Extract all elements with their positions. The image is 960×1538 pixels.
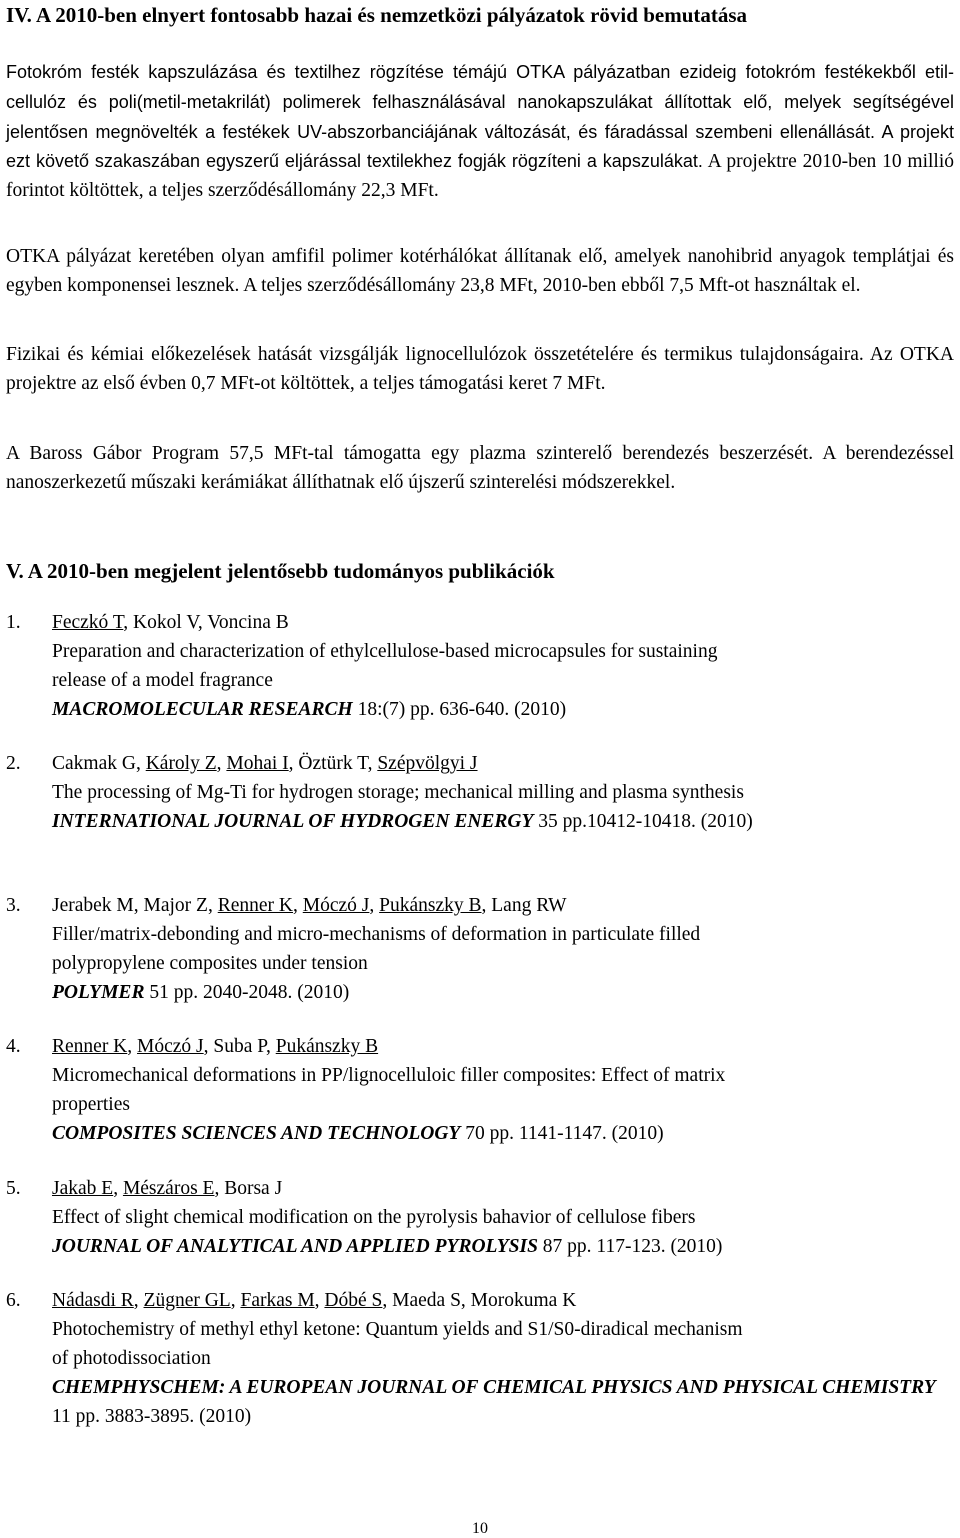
journal-name: CHEMPHYSCHEM: A EUROPEAN JOURNAL OF CHEMICAL PHYSICS AND PHYSICAL CHEMISTRY: [52, 1377, 936, 1398]
author-name: Károly Z: [145, 753, 217, 774]
author-separator: ,: [216, 753, 227, 774]
author-separator: ,: [113, 1178, 123, 1199]
publication-body: [52, 749, 952, 836]
publication-title: of photodissociation: [52, 1348, 211, 1369]
paragraph-text: A teljes szerződésállomány 23,8 MFt, 2010-ben ebből 7,5 Mft-ot használtak el.: [239, 274, 861, 296]
journal-name: POLYMER: [52, 982, 145, 1003]
journal-details: 35 pp.10412-10418. (2010): [533, 811, 753, 832]
paragraph-text: Fizikai és kémiai előkezelések hatását vizsgálják lignocellulózok összetételére és termikus tulajdonságaira.: [6, 344, 864, 365]
publication-body: [52, 1174, 952, 1261]
publication-title: Photochemistry of methyl ethyl ketone: Quantum yields and S1/S0-diradical mechanism: [52, 1319, 743, 1340]
author-name: Maeda S: [392, 1290, 461, 1311]
author-separator: ,: [481, 895, 492, 916]
author-name: Borsa J: [224, 1178, 283, 1199]
publication-number: 3.: [6, 895, 21, 916]
author-name: Lang RW: [491, 895, 567, 916]
publication-title: Preparation and characterization of ethylcellulose-based microcapsules for sustaining: [52, 641, 718, 662]
author-separator: ,: [133, 1290, 144, 1311]
publication-number: 1.: [6, 612, 21, 633]
journal-line: [52, 978, 952, 1007]
publication-title: Effect of slight chemical modification on the pyrolysis bahavior of cellulose fibers: [52, 1207, 696, 1228]
journal-details: 11 pp. 3883-3895. (2010): [52, 1406, 252, 1427]
paragraph: [6, 243, 954, 301]
author-name: Feczkó T: [52, 612, 124, 633]
author-name: Renner K: [52, 1036, 128, 1057]
author-separator: ,: [133, 895, 144, 916]
author-name: Mohai I: [226, 753, 289, 774]
author-separator: ,: [369, 895, 380, 916]
author-list: [52, 749, 952, 778]
author-separator: ,: [214, 1178, 225, 1199]
paragraph: [6, 58, 954, 206]
author-name: Szépvölgyi J: [377, 753, 478, 774]
author-list: [52, 608, 952, 637]
author-separator: ,: [314, 1290, 325, 1311]
publication-body: [52, 1032, 952, 1148]
author-name: Pukánszky B: [379, 895, 482, 916]
author-name: Nádasdi R: [52, 1290, 134, 1311]
paragraph-text: A projekt ezt követő szakaszában egyszerű eljárással textilekhez fogják rögzíteni a kapszulákat.: [6, 121, 954, 172]
publication-number: 2.: [6, 753, 21, 774]
author-separator: ,: [207, 895, 218, 916]
journal-name: MACROMOLECULAR RESEARCH: [52, 699, 353, 720]
paragraph-text: Fotokróm festék kapszulázása és textilhez rögzítése témájú OTKA pályázatban ezideig fotokróm festékekből etil-cellulóz és poli(metil-metakrilát) polimerek felhasználásával nanokapszulákat állítottak elő, melyek segítségével jelentősen megnövelték a festékek UV-abszorbanciájának változását, és fáradással szembeni ellenállását.: [6, 62, 954, 142]
author-list: [52, 1286, 952, 1315]
page-number: 10: [472, 1520, 488, 1537]
journal-line: [52, 1232, 952, 1261]
author-list: [52, 1174, 952, 1203]
publication-body: [52, 608, 952, 724]
journal-line: [52, 807, 952, 836]
journal-line: [52, 695, 952, 724]
author-list: [52, 891, 952, 920]
author-separator: ,: [197, 612, 208, 633]
author-separator: ,: [203, 1036, 214, 1057]
author-name: Suba P: [213, 1036, 266, 1057]
author-name: Móczó J: [302, 895, 370, 916]
author-separator: ,: [265, 1036, 276, 1057]
author-separator: ,: [123, 612, 134, 633]
author-separator: ,: [367, 753, 378, 774]
publication-title: polypropylene composites under tension: [52, 953, 368, 974]
author-name: Zügner GL: [143, 1290, 231, 1311]
author-name: Kokol V: [133, 612, 198, 633]
publication-number: 5.: [6, 1178, 21, 1199]
author-name: Voncina B: [207, 612, 289, 633]
publication-number: 4.: [6, 1036, 21, 1057]
journal-details: 70 pp. 1141-1147. (2010): [460, 1123, 664, 1144]
author-separator: ,: [460, 1290, 471, 1311]
section-heading: IV. A 2010-ben elnyert fontosabb hazai és nemzetközi pályázatok rövid bemutatása: [6, 3, 748, 27]
publication-number: 6.: [6, 1290, 21, 1311]
journal-line: [52, 1119, 952, 1148]
author-separator: ,: [293, 895, 303, 916]
paragraph: [6, 341, 954, 399]
author-name: Móczó J: [137, 1036, 204, 1057]
paragraph-text: A projektre 2010-ben 10 millió forintot költöttek, a teljes szerződésállomány 22,3 MFt.: [6, 151, 954, 202]
author-separator: ,: [288, 753, 299, 774]
author-name: Mészáros E: [122, 1178, 215, 1199]
publication-title: release of a model fragrance: [52, 670, 273, 691]
publication-title: The processing of Mg-Ti for hydrogen storage; mechanical milling and plasma synthesis: [52, 782, 744, 803]
section-heading: V. A 2010-ben megjelent jelentősebb tudományos publikációk: [6, 559, 555, 583]
author-separator: ,: [230, 1290, 241, 1311]
journal-name: JOURNAL OF ANALYTICAL AND APPLIED PYROLYSIS: [52, 1236, 538, 1257]
author-name: Jerabek M: [52, 895, 134, 916]
author-name: Major Z: [143, 895, 208, 916]
publication-title: Filler/matrix-debonding and micro-mechanisms of deformation in particulate filled: [52, 924, 701, 945]
author-separator: ,: [135, 753, 146, 774]
author-name: Jakab E: [52, 1178, 114, 1199]
journal-details: 18:(7) pp. 636-640. (2010): [352, 699, 567, 720]
paragraph-text: Az OTKA projektre az első évben 0,7 MFt-ot költöttek, a teljes támogatási keret 7 MFt.: [6, 344, 955, 394]
journal-line: [52, 1373, 952, 1431]
journal-details: 51 pp. 2040-2048. (2010): [144, 982, 350, 1003]
publication-title: Micromechanical deformations in PP/lignocelluloic filler composites: Effect of matrix: [52, 1065, 726, 1086]
publication-title: properties: [52, 1094, 130, 1115]
journal-name: INTERNATIONAL JOURNAL OF HYDROGEN ENERGY: [52, 811, 534, 832]
author-name: Farkas M: [240, 1290, 315, 1311]
journal-name: COMPOSITES SCIENCES AND TECHNOLOGY: [52, 1123, 461, 1144]
author-name: Morokuma K: [470, 1290, 577, 1311]
author-name: Pukánszky B: [275, 1036, 379, 1057]
author-separator: ,: [382, 1290, 393, 1311]
author-name: Dóbé S: [324, 1290, 383, 1311]
publication-body: [52, 891, 952, 1007]
paragraph: [6, 440, 954, 498]
author-name: Öztürk T: [298, 753, 368, 774]
author-name: Cakmak G: [52, 753, 136, 774]
paragraph-text: A Baross Gábor Program 57,5 MFt-tal támogatta egy plazma szinterelő berendezés beszerzését. A berendezéssel nanoszerkezetű műszaki kerámiákat állíthatnak elő újszerű szinterelési módszerekkel.: [6, 443, 954, 493]
author-separator: ,: [127, 1036, 138, 1057]
journal-details: 87 pp. 117-123. (2010): [537, 1236, 723, 1257]
author-list: [52, 1032, 952, 1061]
author-name: Renner K: [217, 895, 293, 916]
publication-body: [52, 1286, 952, 1431]
paragraph-text: OTKA pályázat keretében olyan amfifil polimer kotérhálókat állítanak elő, amelyek nanohibrid anyagok templátjai és egyben komponensei lesznek.: [6, 246, 954, 296]
